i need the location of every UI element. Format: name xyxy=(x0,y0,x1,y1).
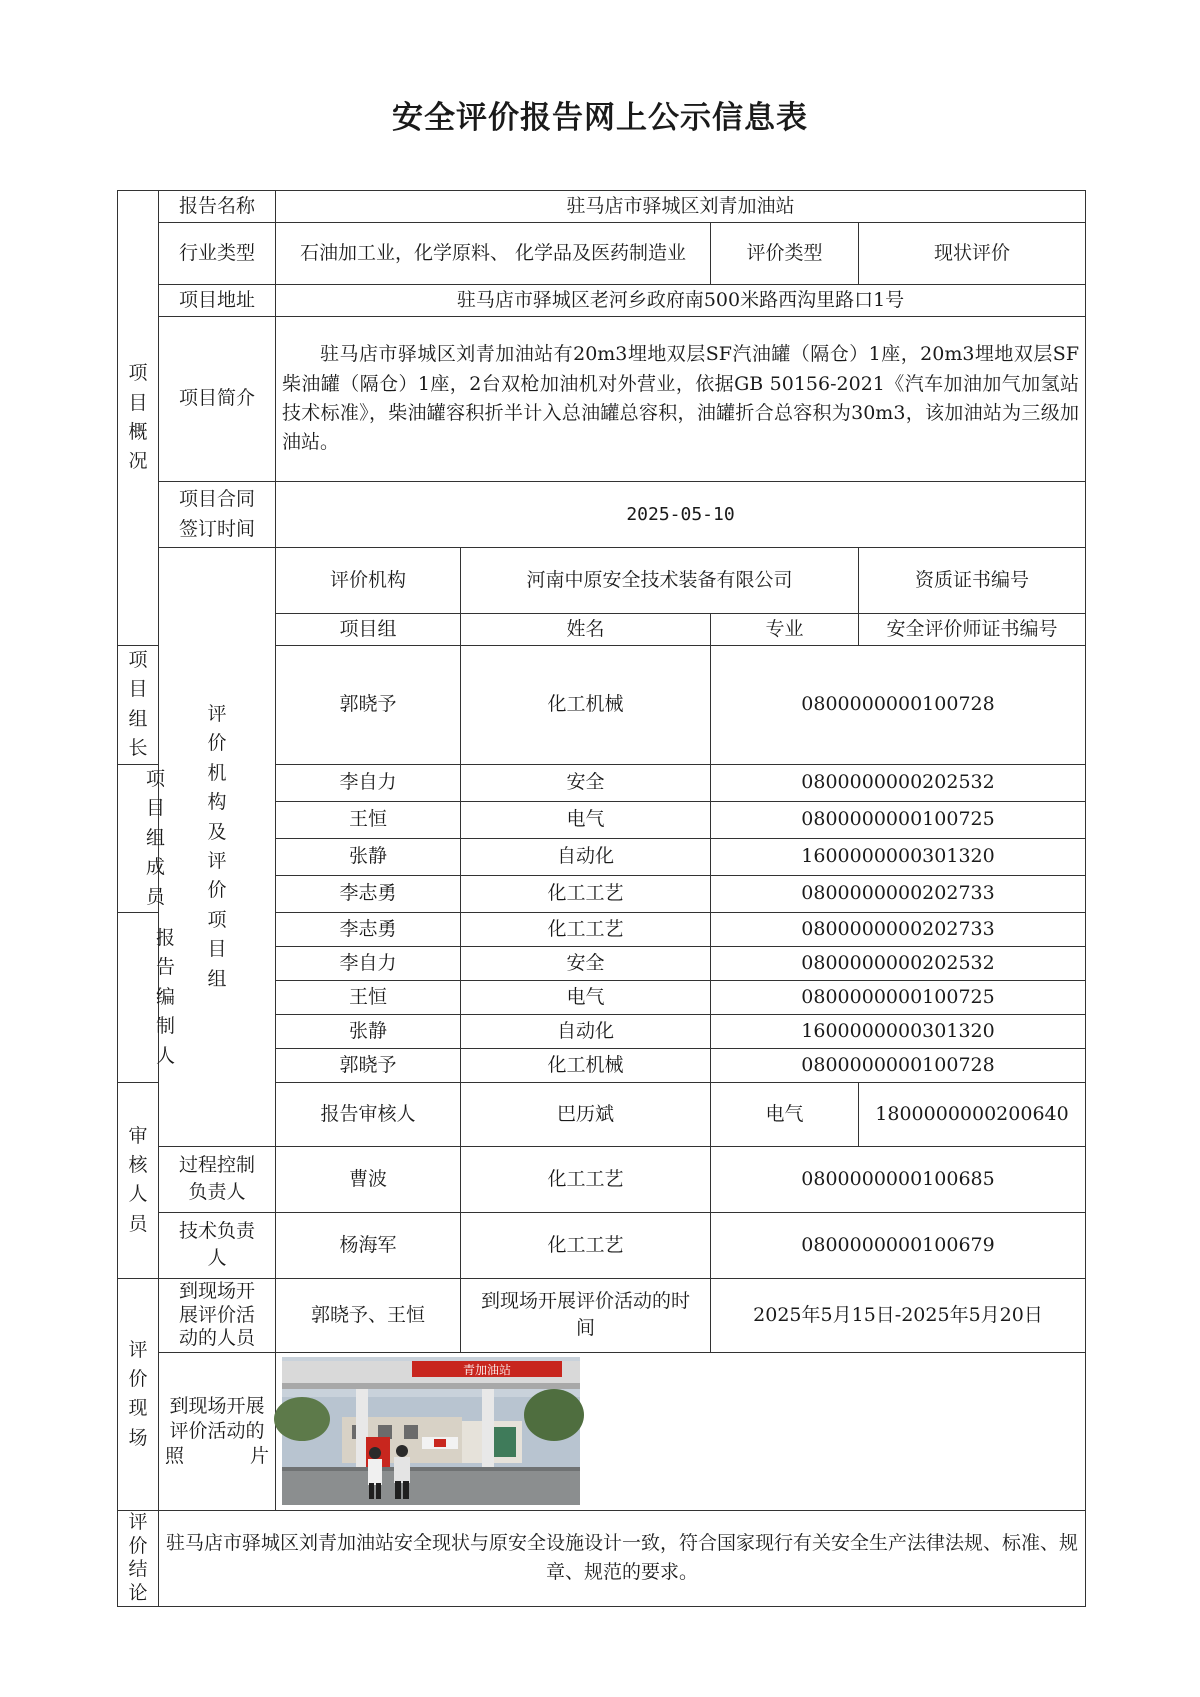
member-major: 自动化 xyxy=(461,838,711,875)
writer-name: 郭晓予 xyxy=(276,1048,461,1082)
process-ctrl-major: 化工工艺 xyxy=(461,1146,711,1212)
writer-major: 安全 xyxy=(461,946,711,980)
member-cert: 1600000000301320 xyxy=(711,838,1086,875)
member-name: 李自力 xyxy=(276,764,461,801)
site-photo-cell xyxy=(276,1352,1086,1510)
member-cert: 0800000000202532 xyxy=(711,764,1086,801)
label-members-text: 项目组成员 xyxy=(146,767,166,908)
label-reviewer-text: 报告审核人 xyxy=(320,1102,416,1125)
member-major: 化工工艺 xyxy=(461,875,711,912)
label-contract-date xyxy=(159,482,276,548)
member-name: 李志勇 xyxy=(276,875,461,912)
org-value: 河南中原安全技术装备有限公司 xyxy=(461,548,859,614)
writer-cert: 1600000000301320 xyxy=(711,1014,1086,1048)
report-name-value: 驻马店市驿城区刘青加油站 xyxy=(276,191,1086,223)
label-site-time-text: 到现场开展评价活动的时间 xyxy=(480,1289,690,1340)
conclusion-text: 驻马店市驿城区刘青加油站安全现状与原安全设施设计一致，符合国家现行有关安全生产法律法规、标准、规章、规范的要求。 xyxy=(159,1510,1086,1606)
label-tech-lead-text: 技术负责人 xyxy=(178,1219,255,1270)
photo-sign-text: 青加油站 xyxy=(462,1363,512,1378)
label-process-ctrl xyxy=(159,1146,276,1212)
label-process-ctrl-text: 过程控制负责人 xyxy=(178,1153,255,1204)
label-org: 评价机构 xyxy=(276,548,461,614)
label-tech-lead xyxy=(159,1212,276,1278)
section-site xyxy=(118,1278,159,1510)
process-ctrl-cert: 0800000000100685 xyxy=(711,1146,1086,1212)
writer-name: 王恒 xyxy=(276,980,461,1014)
label-writers xyxy=(118,912,176,1082)
tech-lead-major: 化工工艺 xyxy=(461,1212,711,1278)
section-conclusion xyxy=(118,1510,159,1606)
member-major: 安全 xyxy=(461,764,711,801)
site-people-value: 郭晓予、王恒 xyxy=(276,1278,461,1352)
writer-cert: 0800000000100725 xyxy=(711,980,1086,1014)
page-title: 安全评价报告网上公示信息表 xyxy=(392,100,808,136)
info-table xyxy=(117,190,1086,1607)
section-conclusion-label: 评价结论 xyxy=(128,1510,148,1605)
intro-cell xyxy=(276,317,1086,482)
reviewer-cert: 1800000000200640 xyxy=(859,1082,1086,1146)
col-name: 姓名 xyxy=(461,614,711,646)
section-review-label: 审核人员 xyxy=(128,1124,148,1235)
label-site-photo xyxy=(159,1352,276,1510)
reviewer-name: 巴历斌 xyxy=(461,1082,711,1146)
reviewer-major: 电气 xyxy=(711,1082,859,1146)
site-time-value: 2025年5月15日-2025年5月20日 xyxy=(711,1278,1086,1352)
section-org-label: 评价机构及评价项目组 xyxy=(207,702,227,990)
leader-cert: 0800000000100728 xyxy=(711,646,1086,765)
writer-name: 张静 xyxy=(276,1014,461,1048)
writer-major: 电气 xyxy=(461,980,711,1014)
label-address: 项目地址 xyxy=(159,285,276,317)
section-review xyxy=(118,1082,159,1278)
writer-major: 化工机械 xyxy=(461,1048,711,1082)
label-site-photo-text: 到现场开展评价活动的照片 xyxy=(165,1395,269,1467)
industry-value: 石油加工业，化学原料、 化学品及医药制造业 xyxy=(276,223,711,285)
label-site-people xyxy=(159,1278,276,1352)
section-overview xyxy=(118,191,159,646)
writer-major: 化工工艺 xyxy=(461,912,711,946)
col-major: 专业 xyxy=(711,614,859,646)
section-overview-label: 项目概况 xyxy=(128,362,148,473)
label-site-people-text: 到现场开展评价活动的人员 xyxy=(178,1279,255,1350)
label-cert-no-text: 资质证书编号 xyxy=(915,569,1030,592)
eval-type-value: 现状评价 xyxy=(859,223,1086,285)
label-group: 项目组 xyxy=(276,614,461,646)
member-name: 王恒 xyxy=(276,801,461,838)
label-members xyxy=(118,764,166,912)
member-cert: 0800000000202733 xyxy=(711,875,1086,912)
member-cert: 0800000000100725 xyxy=(711,801,1086,838)
writer-cert: 0800000000202532 xyxy=(711,946,1086,980)
member-name: 张静 xyxy=(276,838,461,875)
address-value: 驻马店市驿城区老河乡政府南500米路西沟里路口1号 xyxy=(276,285,1086,317)
label-leader: 项目组长 xyxy=(118,646,159,765)
label-contract-date-text: 项目合同签订时间 xyxy=(178,488,255,540)
label-report-name: 报告名称 xyxy=(159,191,276,223)
label-intro: 项目简介 xyxy=(159,317,276,482)
writer-name: 李志勇 xyxy=(276,912,461,946)
process-ctrl-name: 曹波 xyxy=(276,1146,461,1212)
writer-cert: 0800000000100728 xyxy=(711,1048,1086,1082)
label-cert-no xyxy=(859,548,1086,614)
writer-cert: 0800000000202733 xyxy=(711,912,1086,946)
section-org xyxy=(159,548,276,1147)
label-reviewer xyxy=(276,1082,461,1146)
gas-station-photo xyxy=(282,1357,580,1505)
label-writers-text: 报告编制人 xyxy=(156,926,176,1067)
writer-major: 自动化 xyxy=(461,1014,711,1048)
writer-name: 李自力 xyxy=(276,946,461,980)
contract-date-value: 2025-05-10 xyxy=(276,482,1086,548)
leader-major: 化工机械 xyxy=(461,646,711,765)
label-site-time xyxy=(461,1278,711,1352)
label-eval-type: 评价类型 xyxy=(711,223,859,285)
label-industry: 行业类型 xyxy=(159,223,276,285)
tech-lead-cert: 0800000000100679 xyxy=(711,1212,1086,1278)
section-site-label: 评价现场 xyxy=(128,1338,148,1449)
member-major: 电气 xyxy=(461,801,711,838)
col-cert: 安全评价师证书编号 xyxy=(859,614,1086,646)
intro-text: 驻马店市驿城区刘青加油站有20m3埋地双层SF汽油罐（隔仓）1座，20m3埋地双层SF柴油罐（隔仓）1座，2台双枪加油机对外营业，依据GB 50156-2021《汽车加油加气加氢站技术标准》，柴油罐容积折半计入总油罐总容积，油罐折合总容积为30m3，该加油站为三级加油站。 xyxy=(282,343,1080,454)
leader-name: 郭晓予 xyxy=(276,646,461,765)
tech-lead-name: 杨海军 xyxy=(276,1212,461,1278)
